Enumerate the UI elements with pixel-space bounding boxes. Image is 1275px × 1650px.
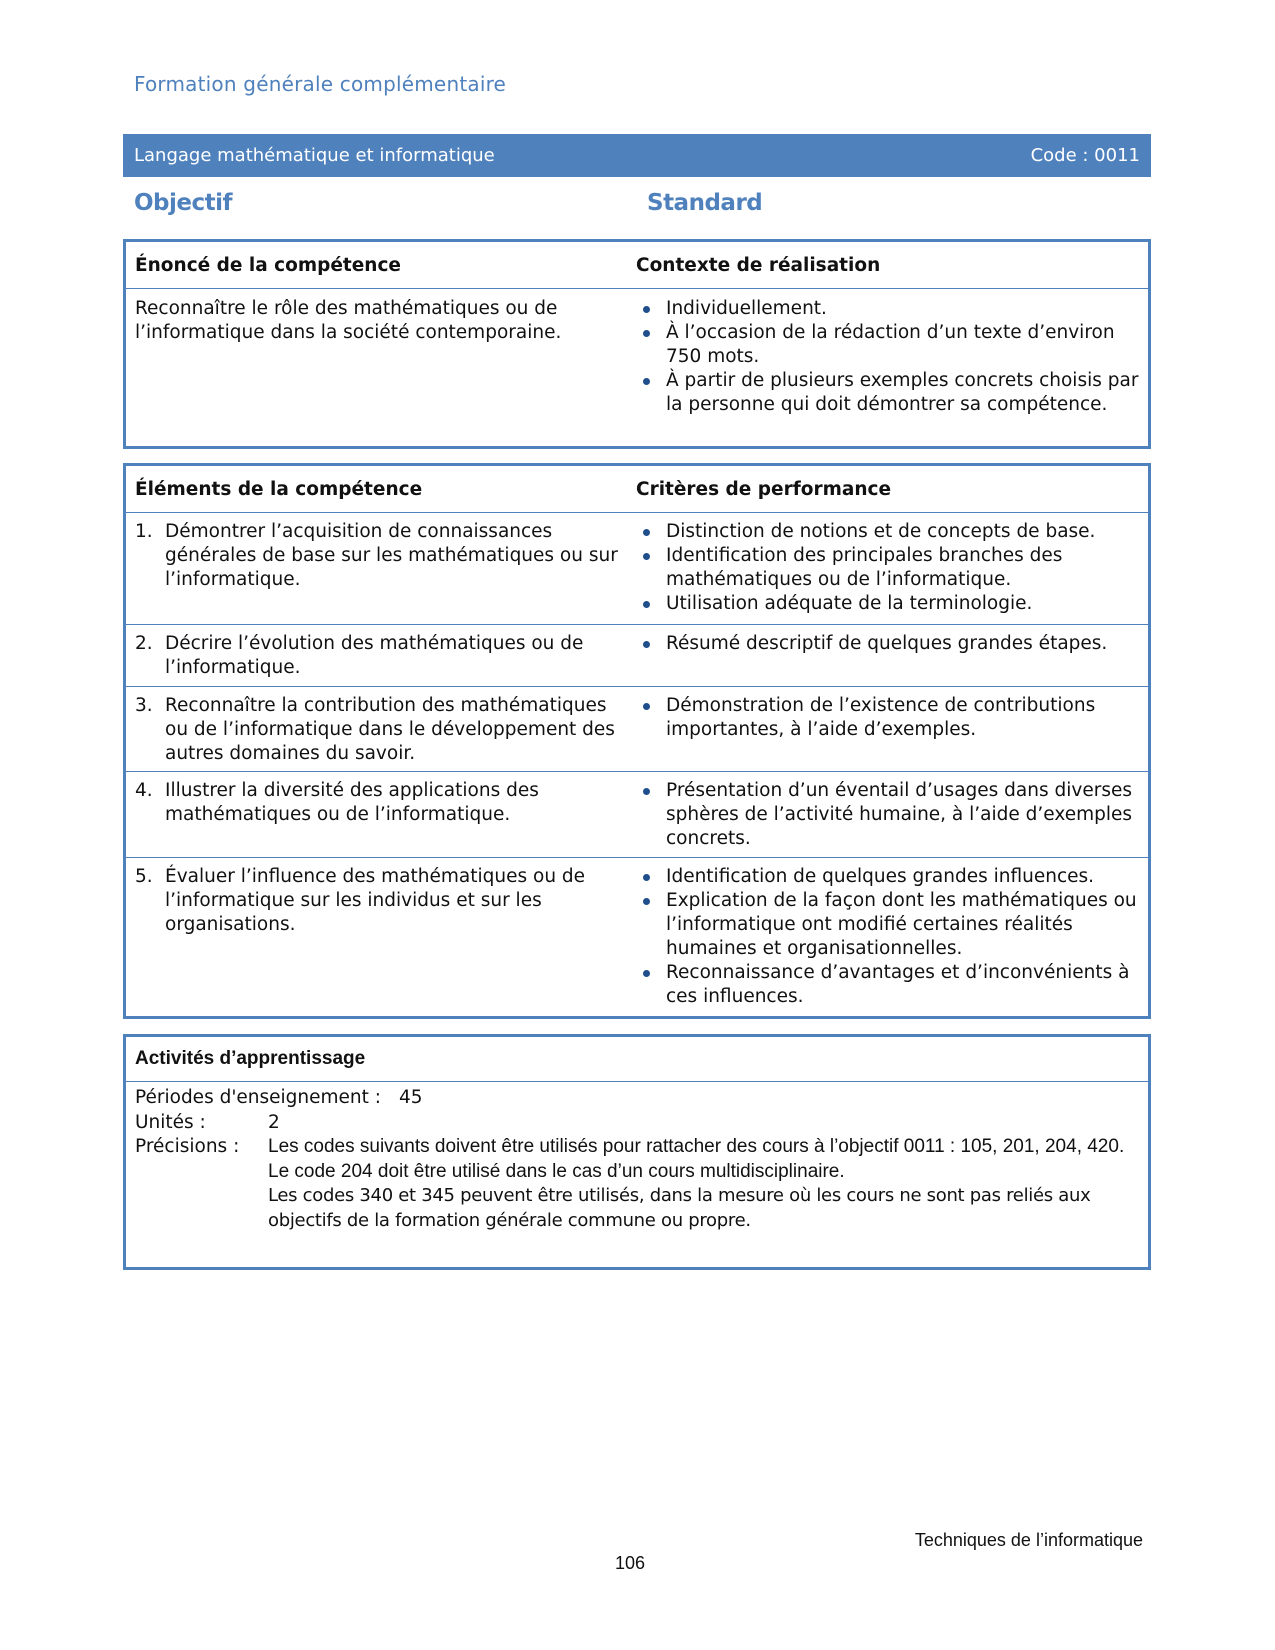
page-number: 106 — [615, 1553, 646, 1573]
learning-activities-box — [123, 1034, 1151, 1270]
criterion-item: Reconnaissance d’avantages et d’inconvénients à ces influences. — [636, 961, 1142, 1009]
periods-value: 45 — [399, 1087, 423, 1108]
element-text: Illustrer la diversité des applications des mathématiques ou de l’informatique. — [165, 780, 539, 825]
element-text: Reconnaître la contribution des mathématiques ou de l’informatique dans le développement des autres domaines du savoir. — [165, 695, 615, 764]
competence-body-row — [126, 288, 1148, 417]
page-header: Formation générale complémentaire — [134, 72, 507, 96]
standard-label: Standard — [647, 190, 763, 216]
criteria-header: Critères de performance — [636, 478, 892, 500]
context-item: Individuellement. — [636, 297, 1142, 321]
activities-header: Activités d’apprentissage — [135, 1048, 366, 1069]
criterion-item: Utilisation adéquate de la terminologie. — [636, 592, 1142, 616]
details-label: Précisions : — [135, 1136, 240, 1157]
bullet-icon — [636, 369, 666, 417]
activities-header-row — [126, 1037, 1148, 1081]
element-row-3: 3. Reconnaître la contribution des mathématiques ou de l’informatique dans le développement des autres domaines du savoir. Démonstration de l’existence de contributions importantes, à l’aide d’exemples. — [126, 686, 1148, 771]
element-row-2: 2. Décrire l’évolution des mathématiques ou de l’informatique. Résumé descriptif de quelques grandes étapes. — [126, 624, 1148, 686]
periods-line — [135, 1086, 1139, 1111]
details-text: Les codes 340 et 345 peuvent être utilisés, dans la mesure où les cours ne sont pas reliés aux objectifs de la formation générale commune ou propre. — [268, 1185, 1091, 1231]
context-header: Contexte de réalisation — [636, 254, 881, 276]
footer-program-name: Techniques de l’informatique — [914, 1530, 1143, 1550]
context-list — [636, 297, 1142, 417]
units-label: Unités : — [135, 1111, 206, 1133]
course-title-bar — [123, 134, 1151, 177]
bullet-icon — [636, 592, 666, 616]
element-text: Décrire l’évolution des mathématiques ou de l’informatique. — [165, 633, 584, 678]
periods-label: Périodes d'enseignement : — [135, 1087, 382, 1108]
element-row-1: 1. Démontrer l’acquisition de connaissances générales de base sur les mathématiques ou sur l’informatique. Distinction de notions et de concepts de base. Identification des principales branches des mathématiques ou de l’informatique. Utilisation adéquate de la terminologie. — [126, 512, 1148, 624]
element-row-4: 4. Illustrer la diversité des applications des mathématiques ou de l’informatique. Présentation d’un éventail d’usages dans diverses sphères de l’activité humaine, à l’aide d’exemples concrets. — [126, 771, 1148, 857]
details-text: Le code 204 doit être utilisé dans le cas d’un cours multidisciplinaire. — [268, 1160, 845, 1182]
elements-header-row — [126, 466, 1148, 512]
element-row-5: 5. Évaluer l’influence des mathématiques ou de l’informatique sur les individus et sur les organisations. Identification de quelques grandes influences. Explication de la façon dont les mathématiques ou l’informatique ont modifié certaines réalités humaines et organisationnelles. Reconnaissance d’avantages et d’inconvénients à ces influences. — [126, 857, 1148, 1009]
bullet-icon — [636, 961, 666, 1009]
course-code: Code : 0011 — [1030, 145, 1140, 166]
element-text: Évaluer l’influence des mathématiques ou de l’informatique sur les individus et sur les organisations. — [165, 866, 586, 935]
course-title: Langage mathématique et informatique — [134, 145, 495, 166]
statement-header: Énoncé de la compétence — [135, 254, 401, 276]
competence-statement: Reconnaître le rôle des mathématiques ou de l’informatique dans la société contemporaine. — [135, 298, 562, 343]
bullet-icon — [636, 779, 666, 851]
criterion-item: Identification des principales branches des mathématiques ou de l’informatique. — [636, 544, 1142, 592]
bullet-icon — [636, 694, 666, 742]
section-labels — [123, 190, 1151, 226]
objectif-label: Objectif — [134, 190, 233, 216]
bullet-icon — [636, 544, 666, 592]
competence-header-row — [126, 242, 1148, 288]
criterion-item: Démonstration de l’existence de contributions importantes, à l’aide d’exemples. — [636, 694, 1142, 742]
elements-header: Éléments de la compétence — [135, 478, 423, 500]
competence-statement-box — [123, 239, 1151, 449]
context-item: À l’occasion de la rédaction d’un texte d’environ 750 mots. — [636, 321, 1142, 369]
bullet-icon — [636, 632, 666, 656]
bullet-icon — [636, 297, 666, 321]
units-line — [135, 1111, 1139, 1136]
bullet-icon — [636, 889, 666, 961]
criterion-item: Présentation d’un éventail d’usages dans diverses sphères de l’activité humaine, à l’aide d’exemples concrets. — [636, 779, 1142, 851]
bullet-icon — [636, 865, 666, 889]
criterion-item: Explication de la façon dont les mathématiques ou l’informatique ont modifié certaines réalités humaines et organisationnelles. — [636, 889, 1142, 961]
activities-body-row — [126, 1081, 1148, 1241]
criterion-item: Résumé descriptif de quelques grandes étapes. — [636, 632, 1142, 656]
criterion-item: Identification de quelques grandes influences. — [636, 865, 1142, 889]
details-text: Les codes suivants doivent être utilisés pour rattacher des cours à l’objectif 0011 : 105, 201, 204, 420. — [268, 1136, 1125, 1157]
bullet-icon — [636, 321, 666, 369]
context-item: À partir de plusieurs exemples concrets choisis par la personne qui doit démontrer sa compétence. — [636, 369, 1142, 417]
units-value: 2 — [268, 1111, 280, 1133]
bullet-icon — [636, 520, 666, 544]
element-text: Démontrer l’acquisition de connaissances générales de base sur les mathématiques ou sur l’informatique. — [165, 521, 618, 590]
criterion-item: Distinction de notions et de concepts de base. — [636, 520, 1142, 544]
details-line — [135, 1135, 1139, 1233]
elements-criteria-box — [123, 463, 1151, 1019]
